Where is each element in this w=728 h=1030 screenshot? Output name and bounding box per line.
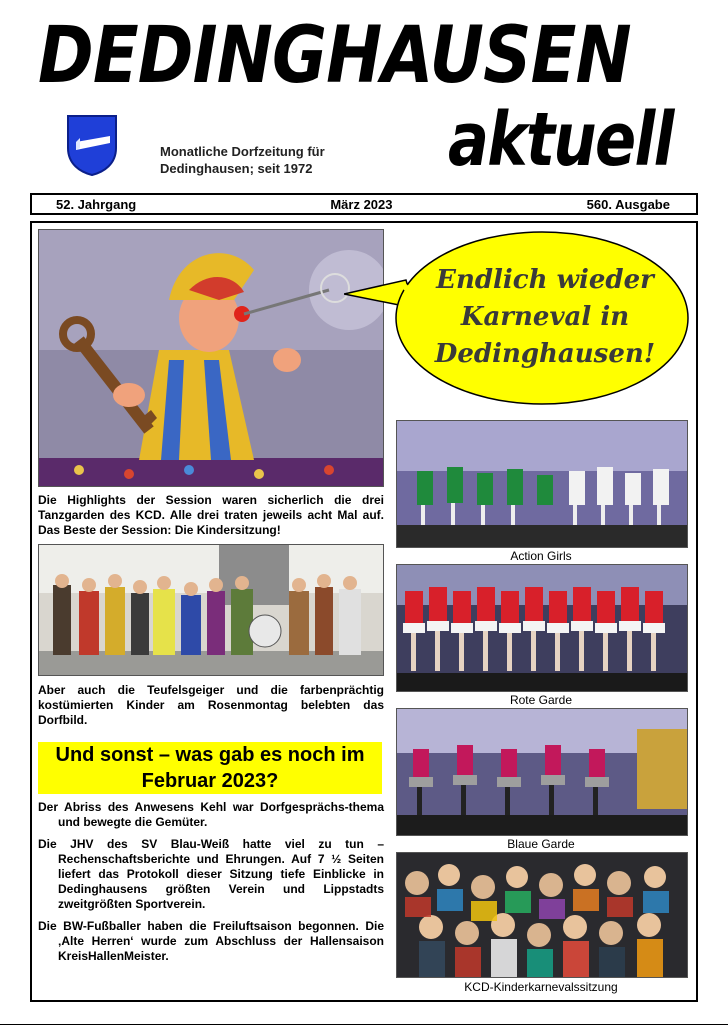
masthead-subtitle: aktuell	[448, 97, 673, 183]
bottom-rule	[0, 1024, 728, 1025]
hero-photo-jester-mural	[38, 229, 384, 487]
village-crest-icon	[66, 114, 118, 176]
news-item: Die BW-Fußballer haben die Freiluftsaison begonnen. Die ‚Alte Herren‘ wurde zum Abschluss der Hallensaison KreisHallenMeister.	[38, 919, 384, 963]
hero-caption: Die Highlights der Session waren sicherlich die drei Tanzgarden des KCD. Alle drei traten jeweils acht Mal auf. Das Beste der Session: Die Kindersitzung!	[38, 493, 384, 537]
gallery-caption: Blaue Garde	[507, 837, 575, 851]
issue-volume: 52. Jahrgang	[56, 196, 137, 212]
photo-action-girls	[396, 420, 688, 548]
news-list	[38, 800, 384, 971]
tagline: Monatliche Dorfzeitung für Dedinghausen; seit 1972	[160, 144, 325, 176]
gallery-caption: KCD-Kinderkarnevalssitzung	[464, 980, 618, 994]
issue-info-bar	[30, 193, 698, 215]
second-photo-caption: Aber auch die Teufelsgeiger und die farbenprächtig kostümierten Kinder am Rosenmontag belebten das Dorfbild.	[38, 683, 384, 727]
gallery-caption: Action Girls	[510, 549, 572, 563]
issue-date: März 2023	[330, 196, 393, 212]
photo-rosenmontag-group	[38, 544, 384, 676]
news-item: Die JHV des SV Blau-Weiß hatte viel zu tun – Rechenschaftsberichte und Ehrungen. Auf 7 ½ Seiten liefert das Protokoll dieser Sitzung tiefe Einblicke in Dedinghausens größten Verein und Lippstadts zweitgrößten Sportverein.	[38, 837, 384, 911]
photo-kinderkarnevalssitzung	[396, 852, 688, 978]
gallery-caption: Rote Garde	[509, 693, 573, 707]
news-item: Der Abriss des Anwesens Kehl war Dorfgesprächs-thema und bewegte die Gemüter.	[38, 800, 384, 829]
speech-bubble-text: Endlich wieder Karneval in Dedinghausen!	[434, 265, 656, 369]
masthead-title: DEDINGHAUSEN	[38, 11, 631, 101]
photo-rote-garde	[396, 564, 688, 692]
photo-blaue-garde	[396, 708, 688, 836]
news-headline: Und sonst – was gab es noch im Februar 2023?	[38, 742, 382, 794]
issue-number: 560. Ausgabe	[586, 196, 670, 212]
